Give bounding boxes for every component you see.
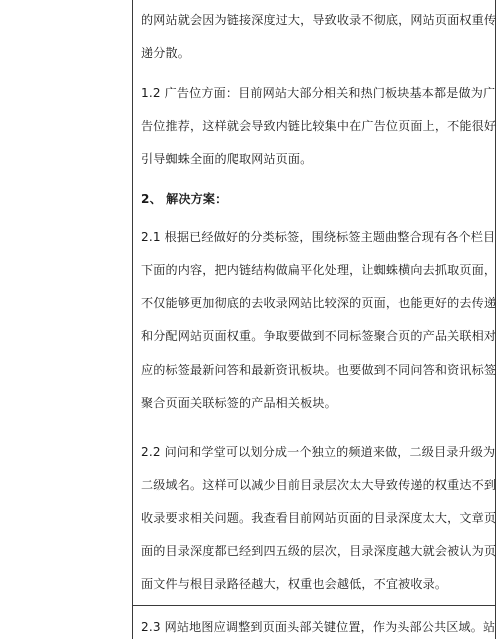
paragraph-line: 的网站就会因为链接深度过大，导致收录不彻底，网站页面权重传	[141, 13, 497, 27]
paragraph-line: 2.1 根据已经做好的分类标签，围绕标签主题曲整合现有各个栏目	[141, 230, 496, 244]
table-row-divider	[133, 605, 495, 606]
paragraph-line: 和分配网站页面权重。争取要做到不同标签聚合页的产品关联相对	[141, 329, 497, 343]
paragraph-line: 面文件与根目录路径越大，权重也会越低，不宜被收录。	[141, 577, 448, 591]
paragraph-line: 引导蜘蛛全面的爬取网站页面。	[141, 152, 313, 166]
paragraph-line: 下面的内容，把内链结构做扁平化处理，让蜘蛛横向去抓取页面，	[141, 263, 497, 277]
paragraph-line: 2.2 问问和学堂可以划分成一个独立的频道来做，二级目录升级为	[141, 445, 496, 459]
paragraph-line: 收录要求相关问题。我查看目前网站页面的目录深度太大，文章页	[141, 511, 497, 525]
paragraph-line: 面的目录深度都已经到四五级的层次，目录深度越大就会被认为页	[141, 544, 497, 558]
paragraph-line: 1.2 广告位方面：目前网站大部分相关和热门板块基本都是做为广	[141, 86, 496, 100]
paragraph-line: 不仅能够更加彻底的去收录网站比较深的页面，也能更好的去传递	[141, 296, 497, 310]
paragraph-line: 2.3 网站地图应调整到页面头部关键位置，作为头部公共区域。站	[141, 620, 496, 634]
paragraph-line: 二级域名。这样可以减少目前目录层次太大导致传递的权重达不到	[141, 478, 497, 492]
paragraph-line: 应的标签最新问答和最新资讯板块。也要做到不同问答和资讯标签	[141, 363, 497, 377]
paragraph-line: 告位推荐，这样就会导致内链比较集中在广告位页面上，不能很好	[141, 119, 497, 133]
table-left-border	[132, 0, 133, 639]
paragraph-line: 递分散。	[141, 46, 190, 60]
paragraph-line: 聚合页面关联标签的产品相关板块。	[141, 396, 337, 410]
section-heading: 2、 解决方案：	[141, 192, 228, 206]
